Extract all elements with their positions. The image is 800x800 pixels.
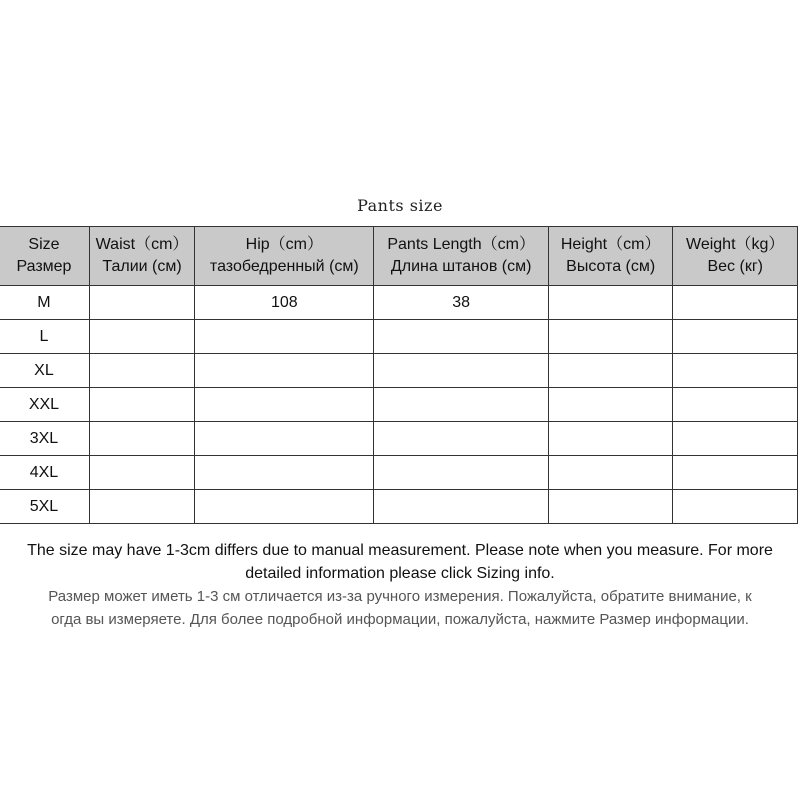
size-table (0, 226, 798, 524)
header-waist (89, 227, 194, 286)
table-row (0, 286, 798, 320)
cell-waist (89, 490, 194, 524)
cell-size: M (0, 286, 89, 320)
cell-pants-length (374, 354, 548, 388)
cell-height (548, 422, 673, 456)
cell-size: XL (0, 354, 89, 388)
cell-weight (673, 456, 798, 490)
header-weight-en: Weight（kg） (686, 236, 785, 253)
table-row (0, 422, 798, 456)
cell-size: 5XL (0, 490, 89, 524)
cell-hip (195, 422, 374, 456)
header-hip-en: Hip（cm） (245, 236, 323, 253)
cell-pants-length (374, 388, 548, 422)
cell-height (548, 490, 673, 524)
header-row (0, 227, 798, 286)
header-weight-ru: Вес (кг) (707, 258, 763, 275)
cell-hip (195, 388, 374, 422)
cell-weight (673, 388, 798, 422)
cell-hip: 108 (195, 286, 374, 320)
cell-weight (673, 286, 798, 320)
header-size (0, 227, 89, 286)
cell-size: 4XL (0, 456, 89, 490)
cell-waist (89, 388, 194, 422)
header-pants-length (374, 227, 548, 286)
cell-weight (673, 490, 798, 524)
cell-weight (673, 354, 798, 388)
cell-height (548, 320, 673, 354)
cell-weight (673, 422, 798, 456)
cell-height (548, 286, 673, 320)
header-pants-length-en: Pants Length（cm） (387, 236, 535, 253)
note-en-line2: detailed information please click Sizing info. (245, 565, 555, 582)
cell-size: L (0, 320, 89, 354)
cell-height (548, 456, 673, 490)
cell-hip (195, 354, 374, 388)
header-size-ru: Размер (16, 258, 72, 275)
cell-weight (673, 320, 798, 354)
cell-hip (195, 320, 374, 354)
table-row (0, 320, 798, 354)
measurement-notes (0, 539, 800, 631)
header-weight (673, 227, 798, 286)
header-hip-ru: тазобедренный (см) (209, 258, 359, 275)
note-ru-line2: огда вы измеряете. Для более подробной информации, пожалуйста, нажмите Размер информации. (51, 611, 749, 628)
header-waist-ru: Талии (см) (102, 258, 182, 275)
cell-waist (89, 456, 194, 490)
cell-waist (89, 354, 194, 388)
cell-size: 3XL (0, 422, 89, 456)
header-height-ru: Высота (см) (566, 258, 656, 275)
cell-pants-length (374, 490, 548, 524)
note-ru-line1: Размер может иметь 1-3 см отличается из-за ручного измерения. Пожалуйста, обратите внимание, к (48, 588, 752, 605)
table-row (0, 490, 798, 524)
header-height-en: Height（cm） (560, 236, 661, 253)
note-en-line1: The size may have 1-3cm differs due to manual measurement. Please note when you measure. For more (27, 542, 773, 559)
cell-pants-length (374, 422, 548, 456)
table-row (0, 456, 798, 490)
cell-height (548, 354, 673, 388)
header-hip (195, 227, 374, 286)
cell-waist (89, 320, 194, 354)
table-row (0, 388, 798, 422)
header-size-en: Size (28, 236, 60, 253)
table-row (0, 354, 798, 388)
header-waist-en: Waist（cm） (95, 236, 189, 253)
cell-waist (89, 422, 194, 456)
header-pants-length-ru: Длина штанов (см) (390, 258, 532, 275)
page-title: Pants size (357, 196, 443, 215)
cell-pants-length (374, 320, 548, 354)
cell-hip (195, 456, 374, 490)
header-height (548, 227, 673, 286)
cell-waist (89, 286, 194, 320)
cell-hip (195, 490, 374, 524)
cell-pants-length: 38 (374, 286, 548, 320)
cell-height (548, 388, 673, 422)
cell-pants-length (374, 456, 548, 490)
cell-size: XXL (0, 388, 89, 422)
